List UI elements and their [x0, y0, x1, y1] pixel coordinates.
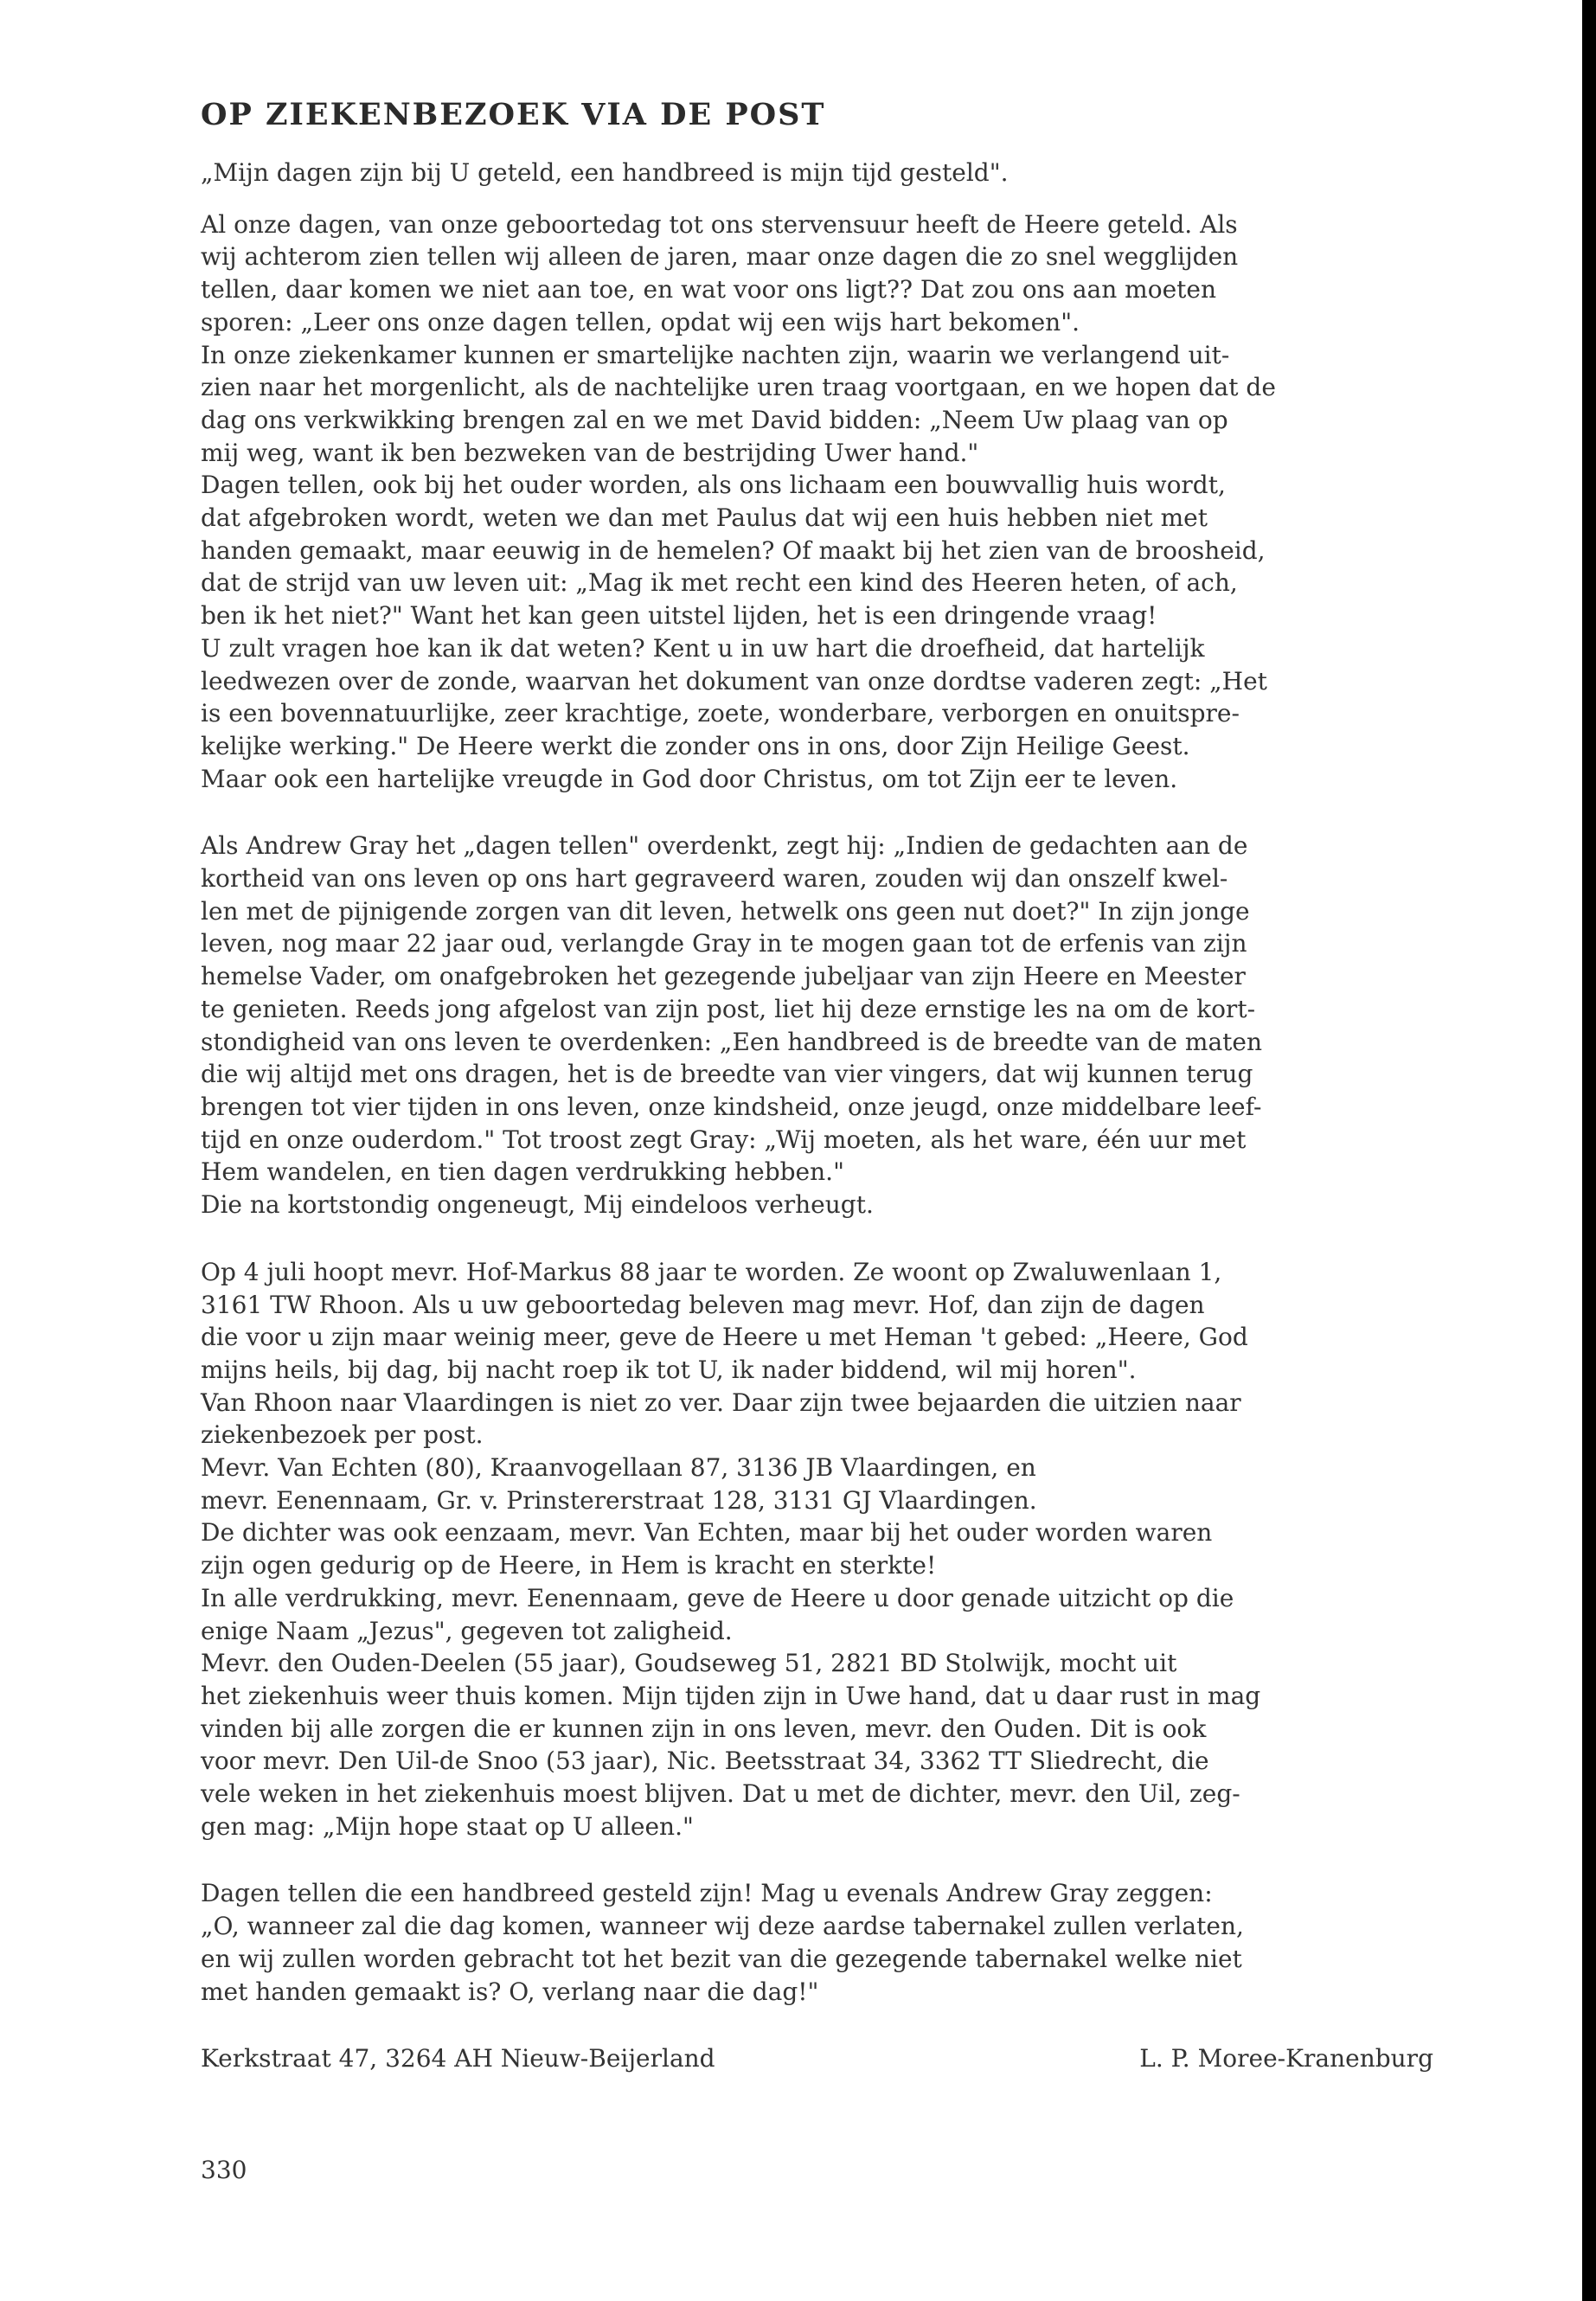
paragraph — [201, 339, 1433, 796]
text-line: leedwezen over de zonde, waarvan het dokument van onze dordtse vaderen zegt: „Het — [201, 666, 1267, 695]
signature-block — [201, 2042, 1433, 2075]
text-line: het ziekenhuis weer thuis komen. Mijn tijden zijn in Uwe hand, dat u daar rust in mag — [201, 1681, 1261, 1710]
author-name: L. P. Moree-Kranenburg — [1139, 2044, 1433, 2073]
text-line: die wij altijd met ons dragen, het is de breedte van vier vingers, dat wij kunnen terug — [201, 1060, 1253, 1089]
text-line: kortheid van ons leven op ons hart gegraveerd waren, zouden wij dan onszelf kwel- — [201, 864, 1228, 894]
paragraph-gap — [201, 189, 1433, 208]
text-line: Die na kortstondig ongeneugt, Mij eindeloos verheugt. — [201, 1190, 874, 1220]
text-line: Op 4 juli hoopt mevr. Hof-Markus 88 jaar te worden. Ze woont op Zwaluwenlaan 1, — [201, 1257, 1222, 1286]
text-line: sporen: „Leer ons onze dagen tellen, opdat wij een wijs hart bekomen". — [201, 307, 1080, 336]
text-line: U zult vragen hoe kan ik dat weten? Kent u in uw hart die droefheid, dat hartelijk — [201, 633, 1205, 663]
text-line: mevr. Eenennaam, Gr. v. Prinstererstraat 128, 3131 GJ Vlaardingen. — [201, 1485, 1037, 1515]
text-line: 3161 TW Rhoon. Als u uw geboortedag beleven mag mevr. Hof, dan zijn de dagen — [201, 1290, 1205, 1319]
article-body — [201, 157, 1433, 2008]
text-line: tijd en onze ouderdom." Tot troost zegt Gray: „Wij moeten, als het ware, één uur met — [201, 1125, 1247, 1154]
paragraph-gap — [201, 1843, 1433, 1877]
text-line: dag ons verkwikking brengen zal en we met David bidden: „Neem Uw plaag van op — [201, 405, 1228, 434]
text-line: enige Naam „Jezus", gegeven tot zaligheid. — [201, 1616, 733, 1645]
text-line: voor mevr. Den Uil-de Snoo (53 jaar), Nic. Beetsstraat 34, 3362 TT Sliedrecht, die — [201, 1747, 1209, 1776]
text-line: stondigheid van ons leven te overdenken: „Een handbreed is de breedte van de maten — [201, 1027, 1262, 1056]
page-edge-bar — [1582, 0, 1596, 2301]
author-address: Kerkstraat 47, 3264 AH Nieuw-Beijerland — [201, 2044, 715, 2073]
text-line: zien naar het morgenlicht, als de nachtelijke uren traag voortgaan, en we hopen dat de — [201, 373, 1276, 402]
text-line: vele weken in het ziekenhuis moest blijven. Dat u met de dichter, mevr. den Uil, zeg- — [201, 1779, 1240, 1809]
text-line: wij achterom zien tellen wij alleen de jaren, maar onze dagen die zo snel wegglijden — [201, 242, 1239, 272]
text-line: kelijke werking." De Heere werkt die zonder ons in ons, door Zijn Heilige Geest. — [201, 731, 1190, 760]
text-line: tellen, daar komen we niet aan toe, en wat voor ons ligt?? Dat zou ons aan moeten — [201, 275, 1217, 304]
text-line: zijn ogen gedurig op de Heere, in Hem is kracht en sterkte! — [201, 1551, 937, 1580]
text-line: brengen tot vier tijden in ons leven, onze kindsheid, onze jeugd, onze middelbare leef- — [201, 1092, 1262, 1121]
paragraph — [201, 157, 1433, 189]
text-line: die voor u zijn maar weinig meer, geve de Heere u met Heman 't gebed: „Heere, God — [201, 1323, 1248, 1352]
text-line: hemelse Vader, om onafgebroken het gezegende jubeljaar van zijn Heere en Meester — [201, 962, 1246, 991]
paragraph-gap — [201, 1221, 1433, 1256]
text-line: dat afgebroken wordt, weten we dan met Paulus dat wij een huis hebben niet met — [201, 503, 1208, 533]
text-line: In onze ziekenkamer kunnen er smartelijke nachten zijn, waarin we verlangend uit- — [201, 340, 1230, 369]
text-line: Als Andrew Gray het „dagen tellen" overdenkt, zegt hij: „Indien de gedachten aan de — [201, 831, 1248, 861]
text-line: Maar ook een hartelijke vreugde in God door Christus, om tot Zijn eer te leven. — [201, 764, 1178, 793]
text-line: In alle verdrukking, mevr. Eenennaam, geve de Heere u door genade uitzicht op die — [201, 1583, 1234, 1612]
text-line: Van Rhoon naar Vlaardingen is niet zo ver. Daar zijn twee bejaarden die uitzien naar — [201, 1388, 1241, 1417]
paragraph — [201, 1256, 1433, 1843]
text-line: leven, nog maar 22 jaar oud, verlangde Gray in te mogen gaan tot de erfenis van zijn — [201, 929, 1247, 958]
paragraph — [201, 830, 1433, 1221]
paragraph — [201, 1877, 1433, 2008]
text-line: Mevr. den Ouden-Deelen (55 jaar), Goudseweg 51, 2821 BD Stolwijk, mocht uit — [201, 1649, 1177, 1678]
text-line: „O, wanneer zal die dag komen, wanneer wij deze aardse tabernakel zullen verlaten, — [201, 1912, 1244, 1941]
text-line: ben ik het niet?" Want het kan geen uitstel lijden, het is een dringende vraag! — [201, 601, 1157, 631]
text-line: Dagen tellen die een handbreed gesteld zijn! Mag u evenals Andrew Gray zeggen: — [201, 1879, 1213, 1908]
text-line: dat de strijd van uw leven uit: „Mag ik met recht een kind des Heeren heten, of ach, — [201, 568, 1238, 598]
text-line: Hem wandelen, en tien dagen verdrukking hebben." — [201, 1157, 844, 1187]
text-line: Dagen tellen, ook bij het ouder worden, als ons lichaam een bouwvallig huis wordt, — [201, 471, 1226, 500]
text-line: Mevr. Van Echten (80), Kraanvogellaan 87, 3136 JB Vlaardingen, en — [201, 1453, 1036, 1483]
page-title: OP ZIEKENBEZOEK VIA DE POST — [201, 97, 826, 132]
paragraph — [201, 208, 1433, 339]
text-line: Al onze dagen, van onze geboortedag tot ons stervensuur heeft de Heere geteld. Als — [201, 209, 1238, 239]
text-line: „Mijn dagen zijn bij U geteld, een handbreed is mijn tijd gesteld". — [201, 158, 1009, 187]
text-line: ziekenbezoek per post. — [201, 1420, 484, 1450]
text-line: en wij zullen worden gebracht tot het bezit van die gezegende tabernakel welke niet — [201, 1944, 1242, 1973]
text-line: De dichter was ook eenzaam, mevr. Van Echten, maar bij het ouder worden waren — [201, 1518, 1213, 1548]
document-page — [201, 97, 1433, 2075]
text-line: is een bovennatuurlijke, zeer krachtige, zoete, wonderbare, verborgen en onuitspre- — [201, 699, 1240, 728]
text-line: len met de pijnigende zorgen van dit leven, hetwelk ons geen nut doet?" In zijn jonge — [201, 896, 1250, 926]
text-line: handen gemaakt, maar eeuwig in de hemelen? Of maakt bij het zien van de broosheid, — [201, 535, 1266, 565]
text-line: mij weg, want ik ben bezweken van de bestrijding Uwer hand." — [201, 438, 979, 467]
text-line: vinden bij alle zorgen die er kunnen zijn in ons leven, mevr. den Ouden. Dit is ook — [201, 1714, 1207, 1743]
paragraph-gap — [201, 795, 1433, 830]
text-line: te genieten. Reeds jong afgelost van zijn post, liet hij deze ernstige les na om de kort- — [201, 994, 1256, 1023]
text-line: met handen gemaakt is? O, verlang naar die dag!" — [201, 1977, 819, 2006]
page-number: 330 — [201, 2156, 247, 2184]
text-line: gen mag: „Mijn hope staat op U alleen." — [201, 1811, 694, 1841]
text-line: mijns heils, bij dag, bij nacht roep ik tot U, ik nader biddend, wil mij horen". — [201, 1355, 1137, 1384]
